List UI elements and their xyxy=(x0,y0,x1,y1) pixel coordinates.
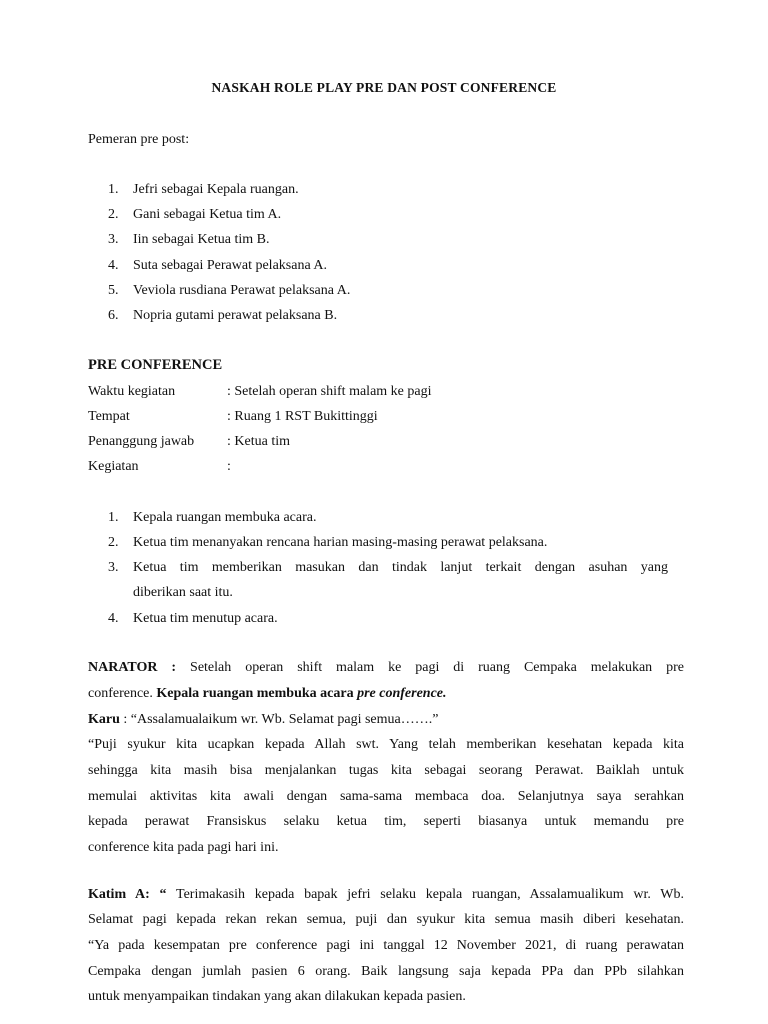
field-label: Kegiatan xyxy=(88,459,139,474)
list-number: 3. xyxy=(108,232,119,247)
field-label: Waktu kegiatan xyxy=(88,384,176,399)
list-number: 2. xyxy=(108,535,119,550)
list-item: Ketua tim menanyakan rencana harian masing-masing perawat pelaksana. xyxy=(133,535,548,550)
narrator-line-2 xyxy=(88,686,447,702)
field-label: Penanggung jawab xyxy=(88,434,195,449)
list-item: Jefri sebagai Kepala ruangan. xyxy=(133,182,299,197)
field-value: : Ruang 1 RST Bukittinggi xyxy=(227,409,378,424)
karu-label: Karu xyxy=(88,712,120,727)
karu-paragraph-line: sehingga kita masih bisa menjalankan tugas kita sebagai seorang Perawat. Baiklah untuk xyxy=(88,763,684,778)
katim-text: Terimakasih kepada bapak jefri selaku kepala ruangan, Assalamualikum wr. Wb. xyxy=(176,887,685,902)
field-label: Tempat xyxy=(88,409,130,424)
list-item: Veviola rusdiana Perawat pelaksana A. xyxy=(133,283,351,298)
list-number: 4. xyxy=(108,258,119,273)
karu-paragraph-line: “Puji syukur kita ucapkan kepada Allah swt. Yang telah memberikan kesehatan kepada kita xyxy=(88,737,684,752)
pre-conference-heading: PRE CONFERENCE xyxy=(88,357,223,373)
karu-line xyxy=(88,712,438,728)
list-number: 5. xyxy=(108,283,119,298)
karu-paragraph-line: conference kita pada pagi hari ini. xyxy=(88,840,279,855)
field-value: : xyxy=(227,459,231,474)
list-item: Ketua tim memberikan masukan dan tindak lanjut terkait dengan asuhan yang xyxy=(133,560,668,575)
field-value: : Ketua tim xyxy=(227,434,290,449)
cast-heading: Pemeran pre post: xyxy=(88,132,190,147)
katim-label: Katim A: “ xyxy=(88,887,167,902)
narrator-line xyxy=(88,660,684,676)
list-number: 1. xyxy=(108,182,119,197)
list-item: Nopria gutami perawat pelaksana B. xyxy=(133,308,338,323)
katim-paragraph-line: Selamat pagi kepada rekan rekan semua, puji dan syukur kita semua masih diberi kesehatan. xyxy=(88,912,684,927)
list-item: Gani sebagai Ketua tim A. xyxy=(133,207,282,222)
list-item: Suta sebagai Perawat pelaksana A. xyxy=(133,258,327,273)
list-number: 1. xyxy=(108,510,119,525)
katim-paragraph-line: Cempaka dengan jumlah pasien 6 orang. Baik langsung saja kepada PPa dan PPb silahkan xyxy=(88,964,684,979)
list-item: Ketua tim menutup acara. xyxy=(133,611,278,626)
list-item: Kepala ruangan membuka acara. xyxy=(133,510,317,525)
list-number: 4. xyxy=(108,611,119,626)
narrator-bold-text: Kepala ruangan membuka acara xyxy=(156,686,354,701)
list-number: 6. xyxy=(108,308,119,323)
list-item-continuation: diberikan saat itu. xyxy=(133,585,233,600)
katim-paragraph-line: untuk menyampaikan tindakan yang akan dilakukan kepada pasien. xyxy=(88,989,466,1004)
list-number: 2. xyxy=(108,207,119,222)
narrator-text: conference. xyxy=(88,686,153,701)
karu-paragraph-line: kepada perawat Fransiskus selaku ketua tim, seperti biasanya untuk memandu pre xyxy=(88,814,684,829)
narrator-italic-text: pre conference. xyxy=(357,686,447,701)
katim-paragraph-line: “Ya pada kesempatan pre conference pagi ini tanggal 12 November 2021, di ruang perawatan xyxy=(88,938,684,953)
narrator-text: Setelah operan shift malam ke pagi di ruang Cempaka melakukan pre xyxy=(190,660,684,675)
list-item: Iin sebagai Ketua tim B. xyxy=(133,232,270,247)
narrator-label: NARATOR : xyxy=(88,660,177,675)
list-number: 3. xyxy=(108,560,119,575)
karu-paragraph-line: memulai aktivitas kita awali dengan sama-sama membaca doa. Selanjutnya saya serahkan xyxy=(88,789,684,804)
katim-line xyxy=(88,887,684,903)
field-value: : Setelah operan shift malam ke pagi xyxy=(227,384,432,399)
document-title: NASKAH ROLE PLAY PRE DAN POST CONFERENCE xyxy=(211,80,557,95)
karu-text: : “Assalamualaikum wr. Wb. Selamat pagi semua…….” xyxy=(123,712,439,727)
